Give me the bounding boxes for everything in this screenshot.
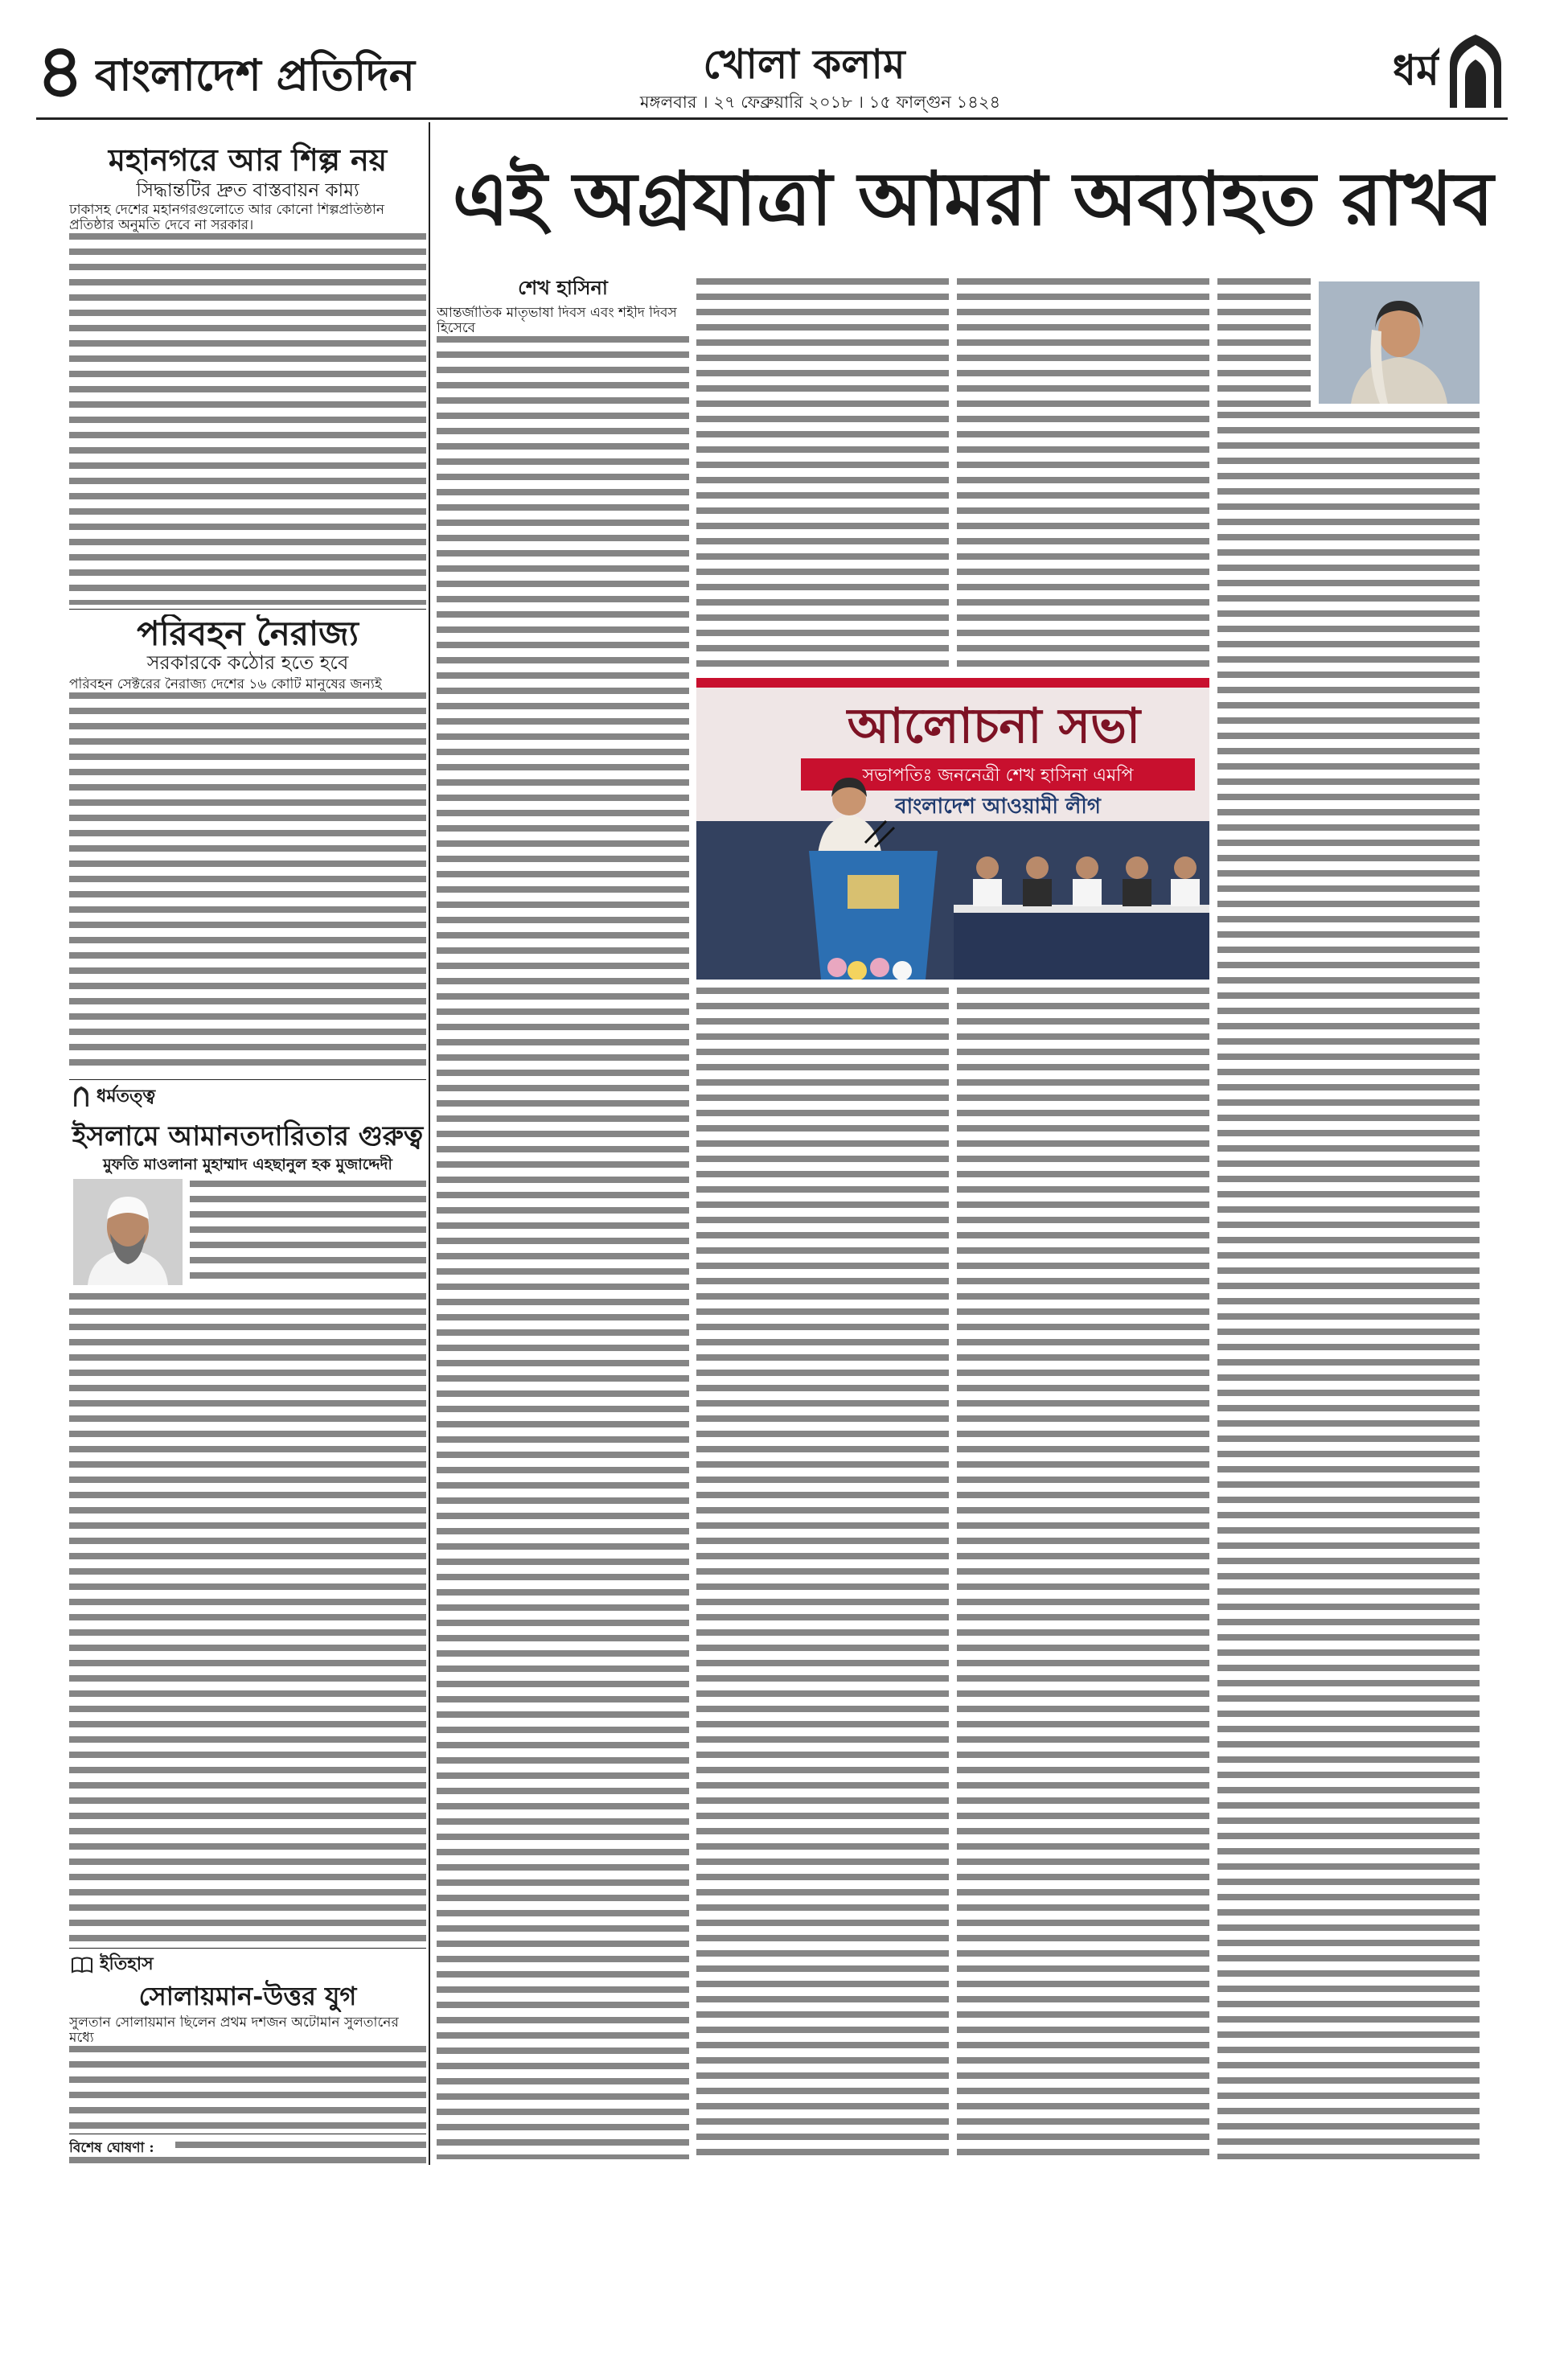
portrait-photo: [1319, 281, 1480, 404]
body-text-lines: [437, 336, 689, 2159]
editorial-industry-body: [69, 203, 426, 605]
history-section-label: ইতিহাস: [100, 1953, 154, 1974]
religion-byline: মুফতি মাওলানা মুহাম্মাদ এহছানুল হক মুজাদ্দেদী: [103, 1156, 392, 1173]
body-text-lines: [69, 692, 426, 1074]
main-column-3-bottom: [957, 988, 1209, 2159]
photo-banner-title: আলোচনা সভা: [847, 698, 1141, 754]
religion-headline: ইসলামে আমানতদারিতার গুরুত্ব: [72, 1120, 424, 1152]
event-photo: [696, 678, 1209, 980]
body-text-lines: [69, 2046, 426, 2130]
main-column-2-bottom: [696, 988, 949, 2159]
main-column-4: [1217, 412, 1480, 2159]
page-number: ৪: [36, 31, 84, 111]
photo-organization-text: বাংলাদেশ আওয়ামী লীগ: [895, 795, 1101, 819]
main-lead: আন্তর্জাতিক মাতৃভাষা দিবস এবং শহীদ দিবস হিসেবে: [437, 306, 677, 336]
main-column-1: [437, 306, 689, 2159]
dateline: মঙ্গলবার । ২৭ ফেব্রুয়ারি ২০১৮ । ১৫ ফাল্গুন ১৪২৪: [639, 92, 1001, 112]
body-text-lines: [69, 233, 426, 605]
notice-text-lines: [175, 2142, 426, 2157]
main-column-4-side: [1217, 278, 1311, 407]
main-column-3-top: [957, 278, 1209, 671]
history-lead: সুলতান সোলায়মান ছিলেন প্রথম দশজন অটোমান সুলতানের মধ্যে: [69, 2015, 399, 2046]
history-body: [69, 2015, 426, 2130]
editorial-industry-headline: মহানগরে আর শিল্প নয়: [108, 142, 388, 178]
mosque-icon: [1447, 32, 1504, 108]
photo-chair-text: সভাপতিঃ জননেত্রী শেখ হাসিনা এমপি: [862, 766, 1134, 786]
body-text-lines: [69, 1293, 426, 1943]
religion-section-label: ধর্মতত্ত্ব: [96, 1086, 156, 1107]
section-rule: [69, 609, 426, 610]
editorial-transport-subhead: সরকারকে কঠোর হতে হবে: [146, 651, 349, 674]
editorial-transport-body: [69, 677, 426, 1074]
section-rule: [69, 1948, 426, 1949]
main-headline: এই অগ্রযাত্রা আমরা অব্যাহত রাখব: [452, 155, 1494, 242]
page-label: ধর্ম: [1392, 46, 1439, 95]
author-photo: [73, 1179, 183, 1285]
editorial-industry-subhead: সিদ্ধান্তটির দ্রুত বাস্তবায়ন কাম্য: [136, 180, 359, 201]
section-title: খোলা কলাম: [703, 40, 905, 88]
header-rule: [36, 117, 1508, 120]
mosque-icon: [72, 1086, 90, 1107]
masthead: বাংলাদেশ প্রতিদিন: [95, 49, 415, 101]
history-headline: সোলায়মান-উত্তর যুগ: [138, 1981, 357, 2011]
body-text-lines: [190, 1181, 426, 1285]
column-divider: [429, 122, 430, 2165]
section-rule: [69, 1079, 426, 1080]
editorial-transport-lead: পরিবহন সেক্টরের নৈরাজ্য দেশের ১৬ কোটি মানুষের জন্যই: [69, 677, 382, 692]
notice-text-lines: [69, 2157, 426, 2172]
book-icon: [71, 1956, 93, 1974]
lectern: [809, 851, 938, 980]
main-byline: শেখ হাসিনা: [518, 276, 608, 299]
notice-label: বিশেষ ঘোষণা :: [69, 2140, 154, 2156]
editorial-transport-headline: পরিবহন নৈরাজ্য: [137, 614, 359, 653]
editorial-industry-lead: ঢাকাসহ দেশের মহানগরগুলোতে আর কোনো শিল্পপ্রতিষ্ঠান প্রতিষ্ঠার অনুমতি দেবে না সরকার।: [69, 203, 384, 233]
main-column-2-top: [696, 278, 949, 671]
